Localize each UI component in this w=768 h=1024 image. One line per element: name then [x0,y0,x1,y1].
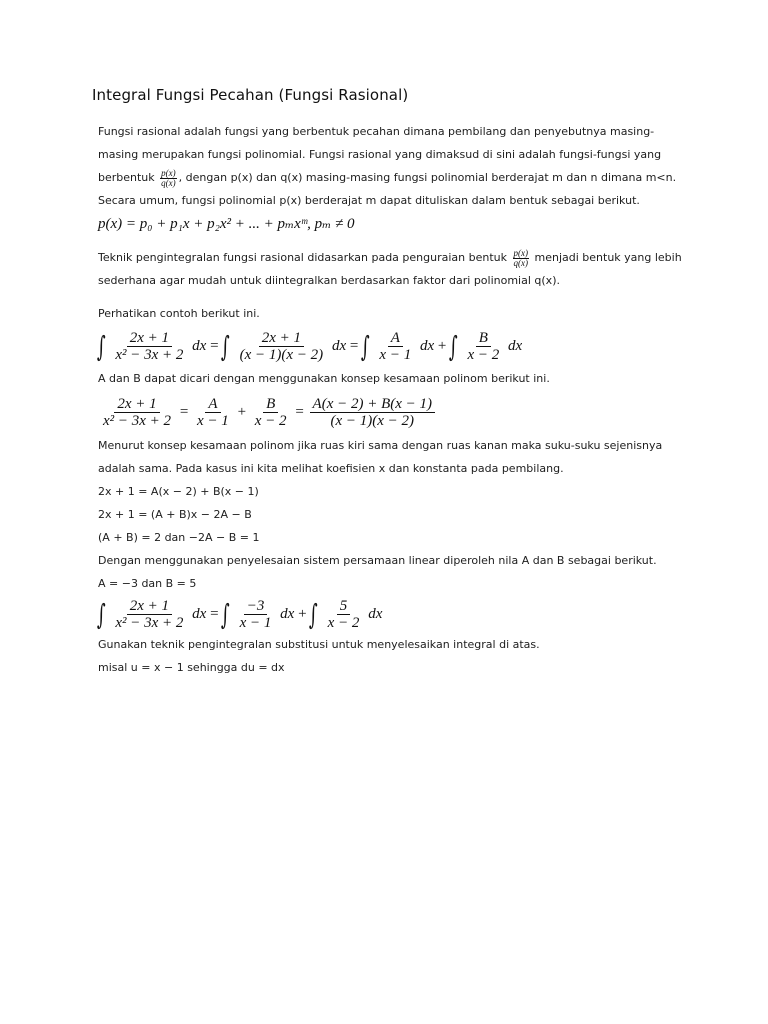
eq2-den-2: x − 1 [197,413,229,430]
result-line: A = −3 dan B = 5 [98,577,197,590]
pq-denominator: q(x) [161,177,176,188]
step-1: 2x + 1 = A(x − 2) + B(x − 1) [98,485,259,498]
para1-line2: masing merupakan fungsi polinomial. Fungsi rasional yang dimaksud di sini adalah fungsi-fungsi yang [98,148,662,161]
eq2-fraction-4 [310,396,436,429]
eq3-fraction-1 [112,598,186,631]
eq2-plus: + [237,404,247,420]
eq1-den-1: x² − 3x + 2 [115,347,184,364]
eq2-equals-2: = [295,404,304,420]
step-3: (A + B) = 2 dan −2A − B = 1 [98,531,260,544]
pq-numerator: p(x) [161,167,176,178]
substitution-text: Gunakan teknik pengintegralan substitusi untuk menyelesaikan integral di atas. [98,638,540,651]
eq3-fraction-2 [237,598,275,631]
linear-text: Dengan menggunakan penyelesaian sistem persamaan linear diperoleh nila A dan B sebagai berikut. [98,554,657,567]
eq2-fraction-1 [100,396,174,429]
eq2-num-3: B [263,396,278,413]
integral-sign: ∫ [221,597,230,631]
pq-fraction [160,169,177,188]
para1-line3 [98,166,678,189]
eq1-plus: + [437,338,447,354]
eq3-num-2: −3 [244,598,268,615]
integral-sign: ∫ [449,329,458,363]
eq3-num-3: 5 [337,598,351,615]
eq3-den-3: x − 2 [327,615,360,632]
integral-sign: ∫ [360,329,370,363]
para2-line1-post: menjadi bentuk yang lebih [534,251,682,264]
pq-denominator-2: q(x) [513,257,528,268]
eq1-fraction-2 [237,330,327,363]
eq3-equals: = [210,606,219,622]
eq1-den-3: x − 1 [379,347,412,364]
eq1-dx-2: dx [331,338,347,354]
eq3-dx-1: dx [192,606,207,622]
equation-partial-fraction-result [98,595,678,633]
step-2: 2x + 1 = (A + B)x − 2A − B [98,508,252,521]
eq2-den-3: x − 2 [254,413,287,430]
eq3-den-1: x² − 3x + 2 [115,615,184,632]
eq3-plus: + [298,606,307,622]
eq3-num-1: 2x + 1 [127,598,172,615]
substitution-line: misal u = x − 1 sehingga du = dx [98,661,285,674]
para1-line3-post: , dengan p(x) dan q(x) masing-masing fungsi polinomial berderajat m dan n dimana m<n. [178,171,677,184]
example-intro: Perhatikan contoh berikut ini. [98,307,260,320]
eq3-den-2: x − 1 [239,615,272,632]
eq2-fraction-2 [194,396,232,429]
eq2-den-4: (x − 1)(x − 2) [330,413,415,430]
eq1-dx-4: dx [507,338,523,354]
para1-line1: Fungsi rasional adalah fungsi yang berbentuk pecahan dimana pembilang dan penyebutnya masing- [98,125,655,138]
eq1-equals-1: = [210,338,219,354]
para3-line1: Menurut konsep kesamaan polinom jika ruas kiri sama dengan ruas kanan maka suku-suku sejenisnya [98,439,663,452]
integral-sign: ∫ [96,597,106,631]
eq3-fraction-3 [325,598,363,631]
eq1-dx-3: dx [419,338,435,354]
eq1-num-1: 2x + 1 [127,330,172,347]
para3-line2: adalah sama. Pada kasus ini kita melihat koefisien x dan konstanta pada pembilang. [98,462,564,475]
ab-text: A dan B dapat dicari dengan menggunakan konsep kesamaan polinom berikut ini. [98,372,550,385]
eq1-fraction-1 [112,330,186,363]
eq1-equals-2: = [349,338,359,354]
eq2-num-2: A [205,396,220,413]
eq2-num-1: 2x + 1 [114,396,159,413]
eq3-dx-3: dx [368,606,383,622]
para1-line4: Secara umum, fungsi polinomial p(x) berderajat m dapat dituliskan dalam bentuk sebagai berikut. [98,194,640,207]
eq1-fraction-4 [464,330,502,363]
integral-sign: ∫ [221,329,230,363]
para2-line2: sederhana agar mudah untuk diintegralkan berdasarkan faktor dari polinomial q(x). [98,274,560,287]
eq2-den-1: x² − 3x + 2 [103,413,172,430]
eq1-den-4: x − 2 [467,347,500,364]
integral-sign: ∫ [309,597,318,631]
para1-line3-pre: berbentuk [98,171,155,184]
equation-decomposition-integral [98,325,678,367]
eq2-num-4: A(x − 2) + B(x − 1) [310,396,436,413]
polynomial-formula: p(x) = p₀ + p₁x + p₂x² + ... + pₘxᵐ, pₘ ≠ 0 [98,216,355,232]
para2-line1-pre: Teknik pengintegralan fungsi rasional didasarkan pada penguraian bentuk [98,251,507,264]
eq1-dx-1: dx [192,338,207,354]
pq-numerator-2: p(x) [513,247,528,258]
eq1-num-3: A [388,330,403,347]
equation-polynomial-identity [98,390,678,434]
pq-fraction-2 [513,249,530,268]
page-title: Integral Fungsi Pecahan (Fungsi Rasional) [92,86,409,104]
eq2-fraction-3 [252,396,290,429]
document-body [96,120,682,679]
eq1-den-2: (x − 1)(x − 2) [239,347,324,364]
eq1-num-2: 2x + 1 [259,330,304,347]
integral-sign: ∫ [96,329,106,363]
eq2-equals-1: = [179,404,189,420]
eq1-fraction-3 [376,330,414,363]
eq1-num-4: B [476,330,491,347]
eq3-dx-2: dx [280,606,295,622]
para2-line1 [98,246,682,269]
